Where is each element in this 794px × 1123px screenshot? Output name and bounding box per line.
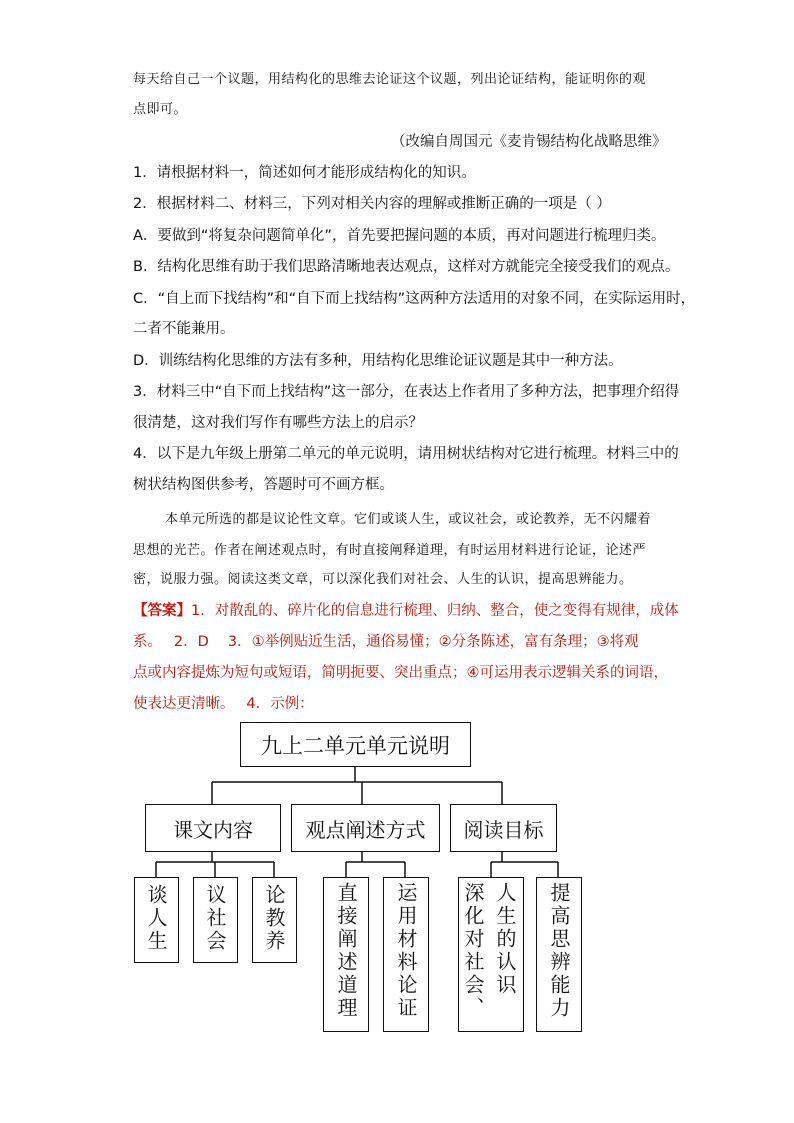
answer-line3: 点或内容提炼为短句或短语，简明扼要、突出重点；④可运用表示逻辑关系的词语， xyxy=(133,665,668,681)
source-citation: （改编自周国元《麦肯锡结构化战略思维》 xyxy=(391,134,667,150)
answer-1: 1．对散乱的、碎片化的信息进行梳理、归纳、整合，使之变得有规律，成体 xyxy=(191,603,679,619)
question-1: 1．请根据材料一，简述如何才能形成结构化的知识。 xyxy=(133,165,476,181)
option-b: B．结构化思维有助于我们思路清晰地表达观点，这样对方就能完全接受我们的观点。 xyxy=(133,259,680,275)
unit-text-line2: 思想的光芒。作者在阐述观点时，有时直接阐释道理，有时运用材料进行论证，论述严 xyxy=(133,543,647,558)
option-a: A．要做到“将复杂问题简单化”，首先要把握问题的本质，再对问题进行梳理归类。 xyxy=(133,228,666,244)
leaf-material: 运用材料论证 xyxy=(394,882,418,1020)
para1-line2: 点即可。 xyxy=(133,102,188,117)
question-4-line2: 树状结构图供参考，答题时可不画方框。 xyxy=(133,477,394,493)
question-2: 2．根据材料二、材料三，下列对相关内容的理解或推断正确的一项是（ ） xyxy=(133,196,611,212)
answer-line4: 使表达更清晰。 4．示例： xyxy=(133,696,314,712)
leaf-thinking: 提高思辨能力 xyxy=(547,882,571,1020)
option-d: D．训练结构化思维的方法有多种，用结构化思维论证议题是其中一种方法。 xyxy=(133,353,623,369)
option-c-line1: C．“自上而下找结构”和“自下而上找结构”这两种方法适用的对象不同，在实际运用时， xyxy=(133,291,696,307)
question-3-line2: 很清楚，这对我们写作有哪些方法上的启示？ xyxy=(133,415,423,431)
tree-node-content: 课文内容 xyxy=(145,804,281,852)
leaf-deepen-col2: 人生的认识 xyxy=(493,882,517,997)
tree-node-method: 观点阐述方式 xyxy=(291,804,440,852)
leaf-life: 谈人生 xyxy=(144,884,168,953)
leaf-society: 议社会 xyxy=(203,884,227,953)
answer-line2: 系。 2．D 3．①举例贴近生活，通俗易懂；②分条陈述，富有条理；③将观 xyxy=(133,634,639,650)
unit-text-line3: 密，说服力强。阅读这类文章，可以深化我们对社会、人生的认识，提高思辨能力。 xyxy=(133,572,633,587)
leaf-direct: 直接阐述道理 xyxy=(334,882,358,1020)
leaf-education: 论教养 xyxy=(262,884,286,953)
answer-tag: 【答案】 xyxy=(133,603,191,619)
tree-root: 九上二单元单元说明 xyxy=(240,722,471,767)
tree-node-goal: 阅读目标 xyxy=(450,804,557,852)
para1-line1: 每天给自己一个议题，用结构化的思维去论证这个议题，列出论证结构，能证明你的观 xyxy=(133,72,647,87)
question-3-line1: 3．材料三中“自下而上找结构”这一部分，在表达上作者用了多种方法，把事理介绍得 xyxy=(133,384,680,400)
option-c-line2: 二者不能兼用。 xyxy=(133,321,235,337)
leaf-deepen-col1: 深化对社会、 xyxy=(461,882,485,1020)
unit-text-line1: 本单元所选的都是议论性文章。它们或谈人生，或议社会，或论教养，无不闪耀着 xyxy=(165,512,652,527)
question-4-line1: 4．以下是九年级上册第二单元的单元说明，请用树状结构对它进行梳理。材料三中的 xyxy=(133,446,679,462)
